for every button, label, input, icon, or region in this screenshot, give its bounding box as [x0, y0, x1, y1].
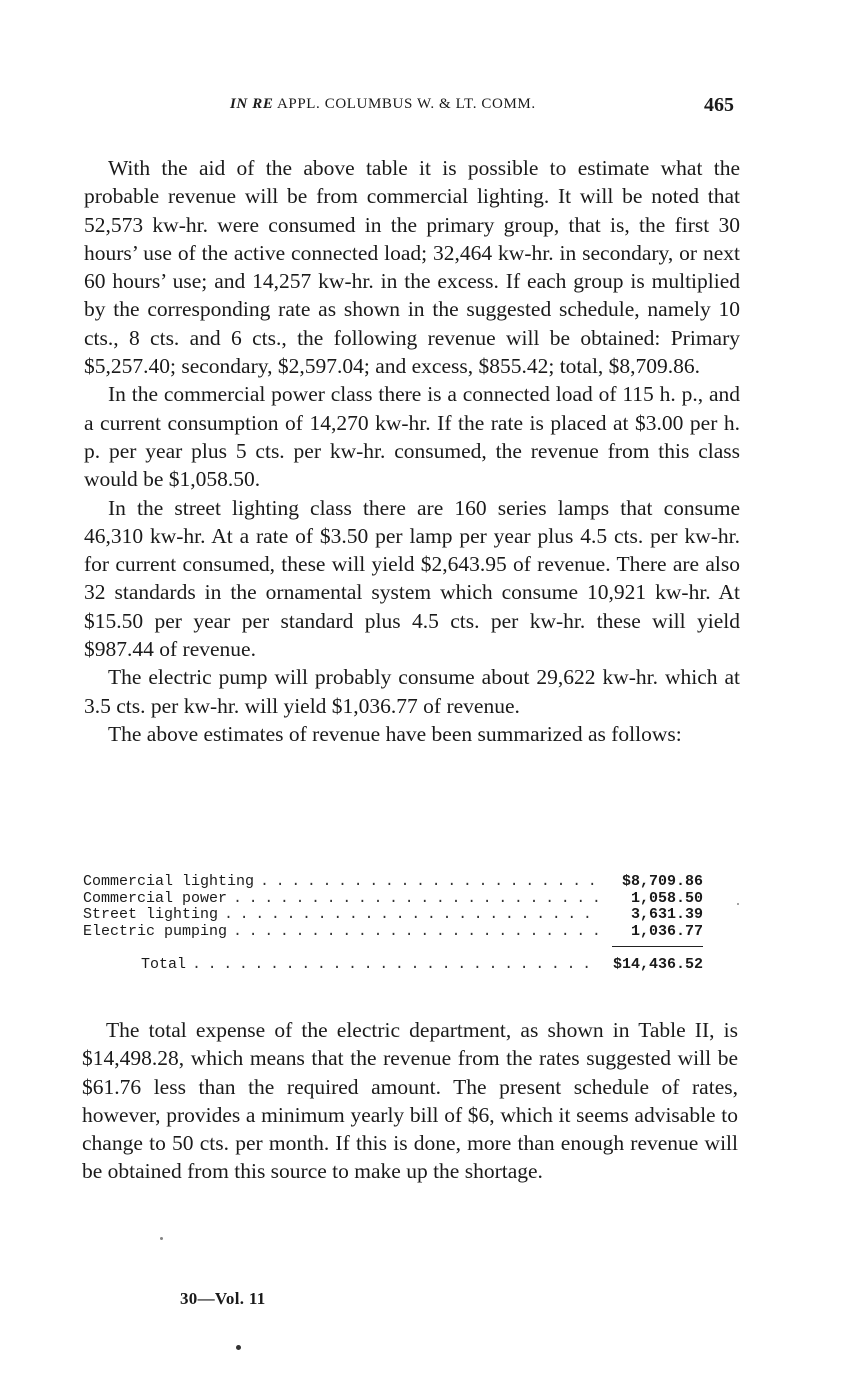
print-speck	[737, 903, 739, 905]
running-head-italic: IN RE	[230, 96, 274, 112]
paragraph-electric-pump: The electric pump will probably consume about 29,622 kw-hr. which at 3.5 cts. per kw-hr. will yield $1,036.77 of revenue.	[84, 665, 740, 718]
body-text-closing	[82, 1016, 738, 1186]
summary-row-label: Electric pumping	[83, 922, 228, 940]
summary-row-label: Commercial lighting	[83, 873, 255, 890]
dot-leader	[233, 891, 599, 908]
paragraph-commercial-power: In the commercial power class there is a connected load of 115 h. p., and a current consumption of 14,270 kw-hr. If the rate is placed at $3.00 per h. p. per year plus 5 cts. per kw-hr. consumed, the revenue from this class would be $1,058.50.	[84, 382, 740, 492]
body-text	[84, 154, 740, 748]
revenue-summary-table	[83, 874, 703, 975]
summary-row-amount: 3,631.39	[630, 906, 703, 923]
summary-row-amount: $8,709.86	[621, 873, 703, 890]
summary-total-amount: $14,436.52	[612, 956, 703, 973]
paragraph-total-expense: The total expense of the electric department, as shown in Table II, is $14,498.28, which means that the revenue from the rates suggested will be $61.76 less than the required amount. The present schedule of rates, however, provides a minimum yearly bill of $6, which it seems advisable to change to 50 cts. per month. If this is done, more than enough revenue will be obtained from this source to make up the shortage.	[82, 1018, 738, 1184]
summary-row-label: Street lighting	[83, 906, 219, 923]
dot-leader	[233, 924, 599, 941]
summary-row	[83, 891, 703, 908]
running-head	[230, 96, 536, 113]
dot-leader	[224, 907, 599, 924]
running-head-title: APPL. COLUMBUS W. & LT. COMM.	[276, 96, 536, 112]
summary-row	[83, 907, 703, 924]
total-rule	[612, 946, 703, 947]
dot-leader	[192, 955, 599, 975]
paragraph-commercial-lighting: With the aid of the above table it is possible to estimate what the probable revenue will be from commercial lighting. It will be noted that 52,573 kw-hr. were consumed in the primary group, that is, the first 30 hours’ use of the active connected load; 32,464 kw-hr. in secondary, or next 60 hours’ use; and 14,257 kw-hr. in the excess. If each group is multiplied by the corresponding rate as shown in the suggested schedule, namely 10 cts., 8 cts. and 6 cts., the following revenue will be obtained: Primary $5,257.40; secondary, $2,597.04; and excess, $855.42; total, $8,709.86.	[84, 156, 740, 379]
summary-total-label: Total	[141, 956, 187, 973]
summary-row	[83, 874, 703, 891]
paragraph-summary-intro: The above estimates of revenue have been summarized as follows:	[108, 721, 682, 746]
print-speck	[160, 1237, 163, 1240]
signature-mark: 30—Vol. 11	[180, 1289, 266, 1308]
summary-total-row	[83, 955, 703, 975]
print-speck	[236, 1345, 241, 1350]
summary-row	[83, 924, 703, 941]
page-number: 465	[704, 94, 734, 116]
paragraph-street-lighting: In the street lighting class there are 160 series lamps that consume 46,310 kw-hr. At a rate of $3.50 per lamp per year plus 4.5 cts. per kw-hr. for current consumed, these will yield $2,643.95 of revenue. There are also 32 standards in the ornamental system which consume 10,921 kw-hr. At $15.50 per year per standard plus 4.5 cts. per kw-hr. these will yield $987.44 of revenue.	[84, 495, 740, 662]
summary-row-label: Commercial power	[83, 889, 228, 907]
summary-row-amount: 1,058.50	[630, 889, 703, 907]
dot-leader	[260, 874, 599, 891]
summary-row-amount: 1,036.77	[630, 922, 703, 940]
page-header	[0, 96, 867, 122]
